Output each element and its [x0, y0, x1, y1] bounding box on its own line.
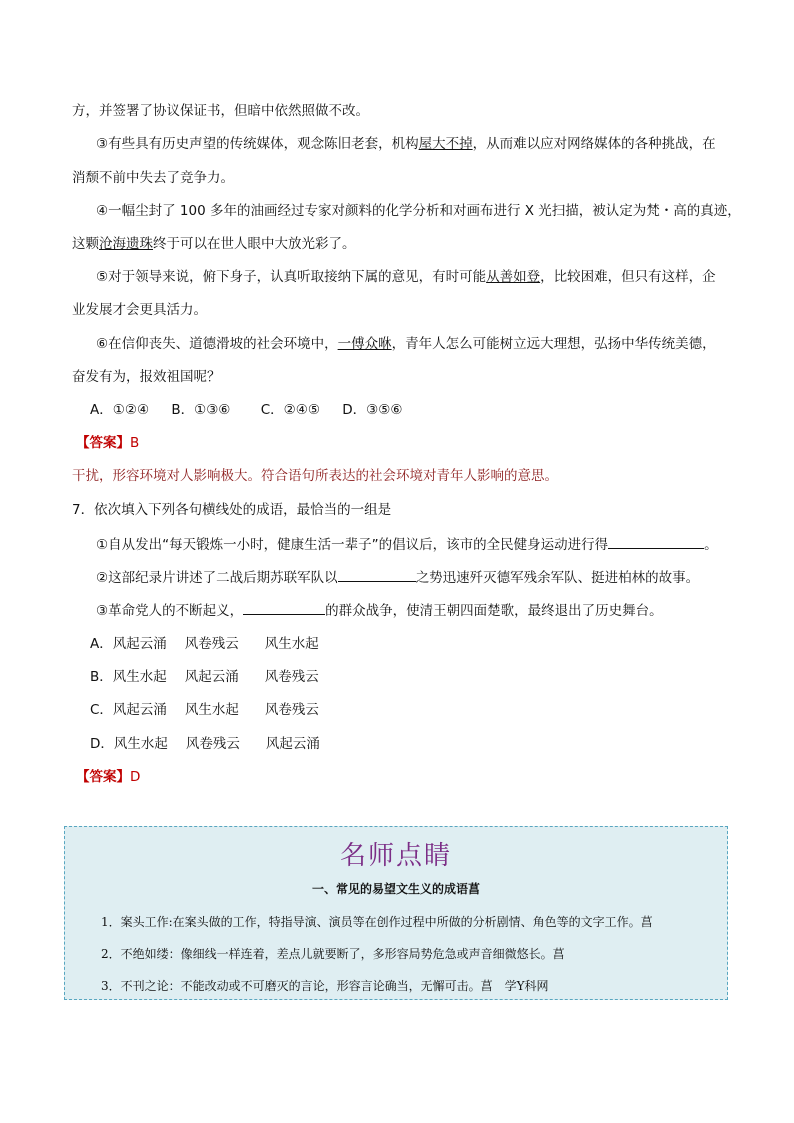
q6-explanation: 干扰，形容环境对人影响极大。符合语句所表达的社会环境对青年人影响的意思。	[72, 468, 558, 484]
fill-blank-2	[338, 567, 416, 582]
tip-box	[64, 826, 728, 1000]
tip-item: 3．不刊之论：不能改动或不可磨灭的言论，形容言论确当，无懈可击。菖 学Y科网	[101, 979, 549, 993]
q7-option-a: A．风起云涌 风卷残云 风生水起	[90, 636, 319, 652]
q6-sentence-6: ⑥在信仰丧失、道德滑坡的社会环境中，一傅众咻，青年人怎么可能树立远大理想，弘扬中华传统美德，	[96, 336, 716, 352]
tip-item: 1．案头工作:在案头做的工作，特指导演、演员等在创作过程中所做的分析剧情、角色等的文字工作。菖	[101, 915, 653, 929]
option-b: B．①③⑥	[171, 402, 231, 418]
underlined-idiom: 沧海遗珠	[99, 236, 153, 252]
q6-answer	[76, 433, 139, 453]
q7-option-b: B．风生水起 风起云涌 风卷残云	[90, 669, 319, 685]
tip-box-title: 名师点睛	[339, 841, 452, 871]
q7-option-d: D．风生水起 风卷残云 风起云涌	[90, 736, 320, 752]
underlined-idiom: 从善如登	[486, 269, 541, 285]
option-d: D．③⑤⑥	[342, 402, 403, 418]
option-c: C．②④⑤	[260, 402, 320, 418]
q6-options	[90, 400, 402, 420]
answer-value: B	[130, 435, 140, 451]
q6-sentence-4-cont: 这颗沧海遗珠终于可以在世人眼中大放光彩了。	[72, 236, 356, 252]
q6-sentence-4: ④一幅尘封了 100 多年的油画经过专家对颜料的化学分析和对画布进行 X 光扫描，被认定为梵・高的真迹，	[96, 203, 741, 219]
q6-sentence-3: ③有些具有历史声望的传统媒体，观念陈旧老套，机构屋大不掉，从而难以应对网络媒体的各种挑战，在	[96, 136, 716, 152]
q7-sentence-3: ③革命党人的不断起义， 的群众战争，使清王朝四面楚歌，最终退出了历史舞台。	[96, 600, 663, 621]
fill-blank-3	[243, 600, 325, 615]
answer-tag: 【答案】	[76, 435, 130, 451]
answer-tag: 【答案】	[76, 769, 130, 785]
q7-option-c: C．风起云涌 风生水起 风卷残云	[90, 702, 319, 718]
fill-blank-1	[608, 534, 704, 549]
q6-sentence-5-cont: 业发展才会更具活力。	[72, 302, 207, 318]
tip-box-subtitle: 一、常见的易望文生义的成语菖	[311, 882, 480, 896]
q7-sentence-1: ①自从发出“每天锻炼一小时，健康生活一辈子”的倡议后，该市的全民健身运动进行得 。	[96, 534, 718, 555]
q6-sentence-5: ⑤对于领导来说，俯下身子，认真听取接纳下属的意见，有时可能从善如登，比较困难，但只有这样，企	[96, 269, 716, 285]
q7-sentence-2: ②这部纪录片讲述了二战后期苏联军队以 之势迅速歼灭德军残余军队、挺进柏林的故事。	[96, 567, 699, 588]
tip-item: 2．不绝如缕：像细线一样连着，差点儿就要断了，多形容局势危急或声音细微悠长。菖	[101, 947, 565, 961]
q7-stem: 7．依次填入下列各句横线处的成语，最恰当的一组是	[72, 502, 392, 518]
option-a: A．①②④	[90, 402, 150, 418]
q7-answer	[76, 767, 140, 787]
q6-sentence-6-cont: 奋发有为，报效祖国呢？	[72, 369, 221, 385]
underlined-idiom: 屋大不掉	[418, 136, 473, 152]
q6-sentence-3-cont: 消颓不前中失去了竞争力。	[72, 170, 234, 186]
q6-line-top: 方，并签署了协议保证书，但暗中依然照做不改。	[72, 103, 369, 119]
underlined-idiom: 一傅众咻	[337, 336, 392, 352]
answer-value: D	[130, 769, 141, 785]
